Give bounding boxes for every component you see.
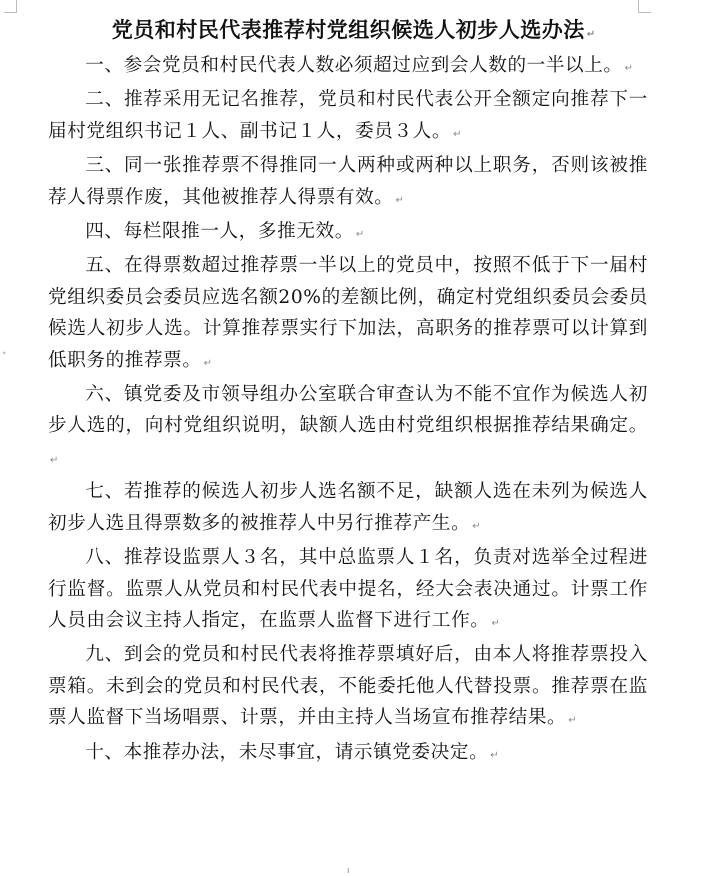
paragraph-10 [48,737,648,771]
document-title [0,12,707,53]
paragraph-mark-icon: ↵ [472,520,481,532]
paragraph-mark-icon: ↵ [355,229,365,241]
document-body [48,50,648,771]
paragraph-1-text: 一、参会党员和村民代表人数必须超过应到会人数的一半以上。 [85,55,623,76]
paragraph-10-text: 十、本推荐办法，未尽事宜，请示镇党委决定。 [85,741,489,763]
paragraph-2-text: 二、推荐采用无记名推荐，党员和村民代表公开全额定向推荐下一届村党组织书记１人、副书记１人，委员３人。 [48,89,648,142]
paragraph-3 [48,150,648,216]
paragraph-8-text: 八、推荐设监票人３名，其中总监票人１名，负责对选举全过程进行监督。监票人从党员和村民代表中提名，经大会表决通过。计票工作人员由会议主持人指定，在监票人监督下进行工作。 [48,547,648,631]
paragraph-8 [48,542,648,639]
paragraph-mark-icon: ↵ [490,749,499,761]
paragraph-mark-icon: ↵ [453,128,462,140]
paragraph-3-text: 三、同一张推荐票不得推同一人两种或两种以上职务，否则该被推荐人得票作废，其他被推荐人得票有效。 [48,155,648,208]
paragraph-mark-icon: ↵ [203,357,212,369]
paragraph-4 [48,216,648,250]
paragraph-mark-icon: ↵ [395,194,404,206]
paragraph-mark-icon: ↵ [624,63,634,74]
paragraph-4-text: 四、每栏限推一人，多推无效。 [85,221,354,243]
paragraph-2 [48,84,648,150]
paragraph-9 [48,639,648,736]
paragraph-7 [48,476,648,542]
paragraph-5 [48,250,648,379]
paragraph-6 [48,379,648,476]
paragraph-5-text: 五、在得票数超过推荐票一半以上的党员中，按照不低于下一届村党组织委员会委员应选名额20%的差额比例，确定村党组织委员会委员候选人初步人选。计算推荐票实行下加法，高职务的推荐票可以计算到低职务的推荐票。 [48,255,648,371]
paragraph-mark-icon: ↵ [568,715,577,727]
margin-marker: ˅ [2,352,7,362]
document-title-text: 党员和村民代表推荐村党组织候选人初步人选办法 [111,18,585,42]
paragraph-mark-icon: ↵ [586,29,596,40]
paragraph-mark-icon: ↵ [50,454,59,466]
paragraph-1 [48,50,648,84]
paragraph-6-text: 六、镇党委及市领导组办公室联合审查认为不能不宜作为候选人初步人选的，向村党组织说明，缺额人选由村党组织根据推荐结果确定。 [48,384,648,437]
paragraph-9-text: 九、到会的党员和村民代表将推荐票填好后，由本人将推荐票投入票箱。未到会的党员和村民代表，不能委托他人代替投票。推荐票在监票人监督下当场唱票、计票，并由主持人当场宣布推荐结果。 [48,644,648,729]
paragraph-mark-icon: ↵ [491,617,500,629]
paragraph-7-text: 七、若推荐的候选人初步人选名额不足，缺额人选在未列为候选人初步人选且得票数多的被推荐人中另行推荐产生。 [48,481,648,534]
footer-marker: ı [347,866,350,876]
